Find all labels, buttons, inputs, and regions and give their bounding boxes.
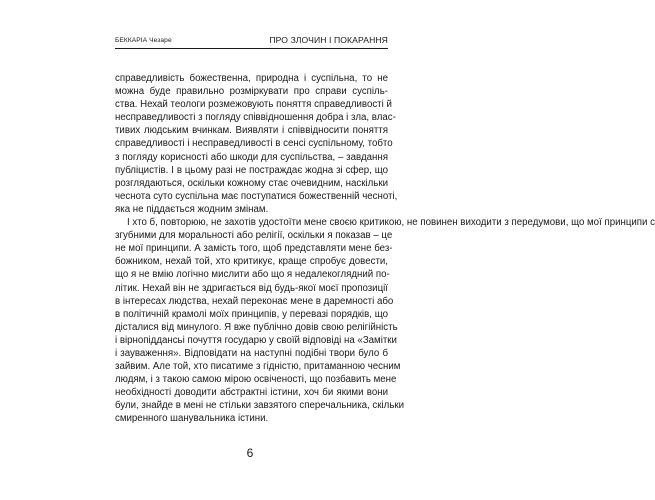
text-line: і зауваження». Відповідати на наступні подібні твори було б xyxy=(115,347,388,359)
header-title: ПРО ЗЛОЧИН І ПОКАРАННЯ xyxy=(269,35,388,45)
text-line: публіцистів. І в цьому разі не постраждає жодна зі сфер, що xyxy=(115,164,388,176)
text-line: розглядаються, оскільки кожному стає очевидним, наскільки xyxy=(115,177,388,189)
text-line: яка не піддається жодним змінам. xyxy=(115,203,269,215)
text-line: були, знайде в мені не стільки завзятого сперечальника, скільки xyxy=(115,400,405,412)
text-line: І хто б, повторюю, не захотів удостоїти мене своєю критикою, не повинен виходити з передумови, що мої принципи с xyxy=(127,217,655,229)
text-line: божником, нехай той, хто критикує, краще спробує довести, xyxy=(115,256,388,268)
text-line: ства. Нехай теологи розмежовують поняття справедливості й xyxy=(115,99,392,111)
text-line: людям, і з такою самою мірою освіченості, що позбавить мене xyxy=(115,374,397,386)
text-line: з погляду корисності або шкоди для суспільства, – завдання xyxy=(115,151,388,163)
text-line: можна буде правильно розміркувати про справи суспіль- xyxy=(115,86,388,98)
running-header xyxy=(115,35,388,49)
text-line: необхідності доводити абстрактні істини, хоч би якими вони xyxy=(115,387,388,399)
text-line: згубними для моральності або релігії, оскільки я показав – це xyxy=(115,230,393,242)
body-text xyxy=(115,72,655,426)
text-line: і вірнопіддансьі почуття государю у своїй відповіді на «Замітки xyxy=(115,334,397,346)
text-line: дісталися від минулого. Я вже публічно довів свою релігійність xyxy=(115,321,398,333)
page-number: 6 xyxy=(246,446,254,460)
text-line: тивих людським вчинкам. Виявляти і співвідносити поняття xyxy=(115,125,388,137)
text-line: справедливості і несправедливості в сенсі суспільному, тобто xyxy=(115,138,393,150)
text-line: в інтересах людства, нехай переконає мене в даремності або xyxy=(115,295,394,307)
text-line: несправедливості з погляду співвідношення добра і зла, влас- xyxy=(115,112,396,124)
text-line: справедливість божественна, природна і суспільна, то не xyxy=(115,73,388,84)
paragraph-2 xyxy=(115,216,655,426)
text-line: не мої принципи. А замість того, щоб представляти мене без- xyxy=(115,243,393,255)
text-line: зайвим. Але той, хто писатиме з гідністю, притаманною чесним xyxy=(115,361,401,373)
text-line: в політичній крамолі моїх принципів, у перевазі порядків, що xyxy=(115,308,388,320)
paragraph-1 xyxy=(115,72,398,216)
text-line: чеснота суто суспільна має поступатися божественній чесноті, xyxy=(115,190,398,202)
text-line: смиренного шанувальника істини. xyxy=(115,413,269,425)
text-line: літик. Нехай він не здригається від будь-якої моєї пропозиції xyxy=(115,282,388,294)
header-author: БЕККАРІА Чезаре xyxy=(115,37,172,44)
text-line: що я не вмію логічно мислити або що я недалекоглядний по- xyxy=(115,269,390,281)
